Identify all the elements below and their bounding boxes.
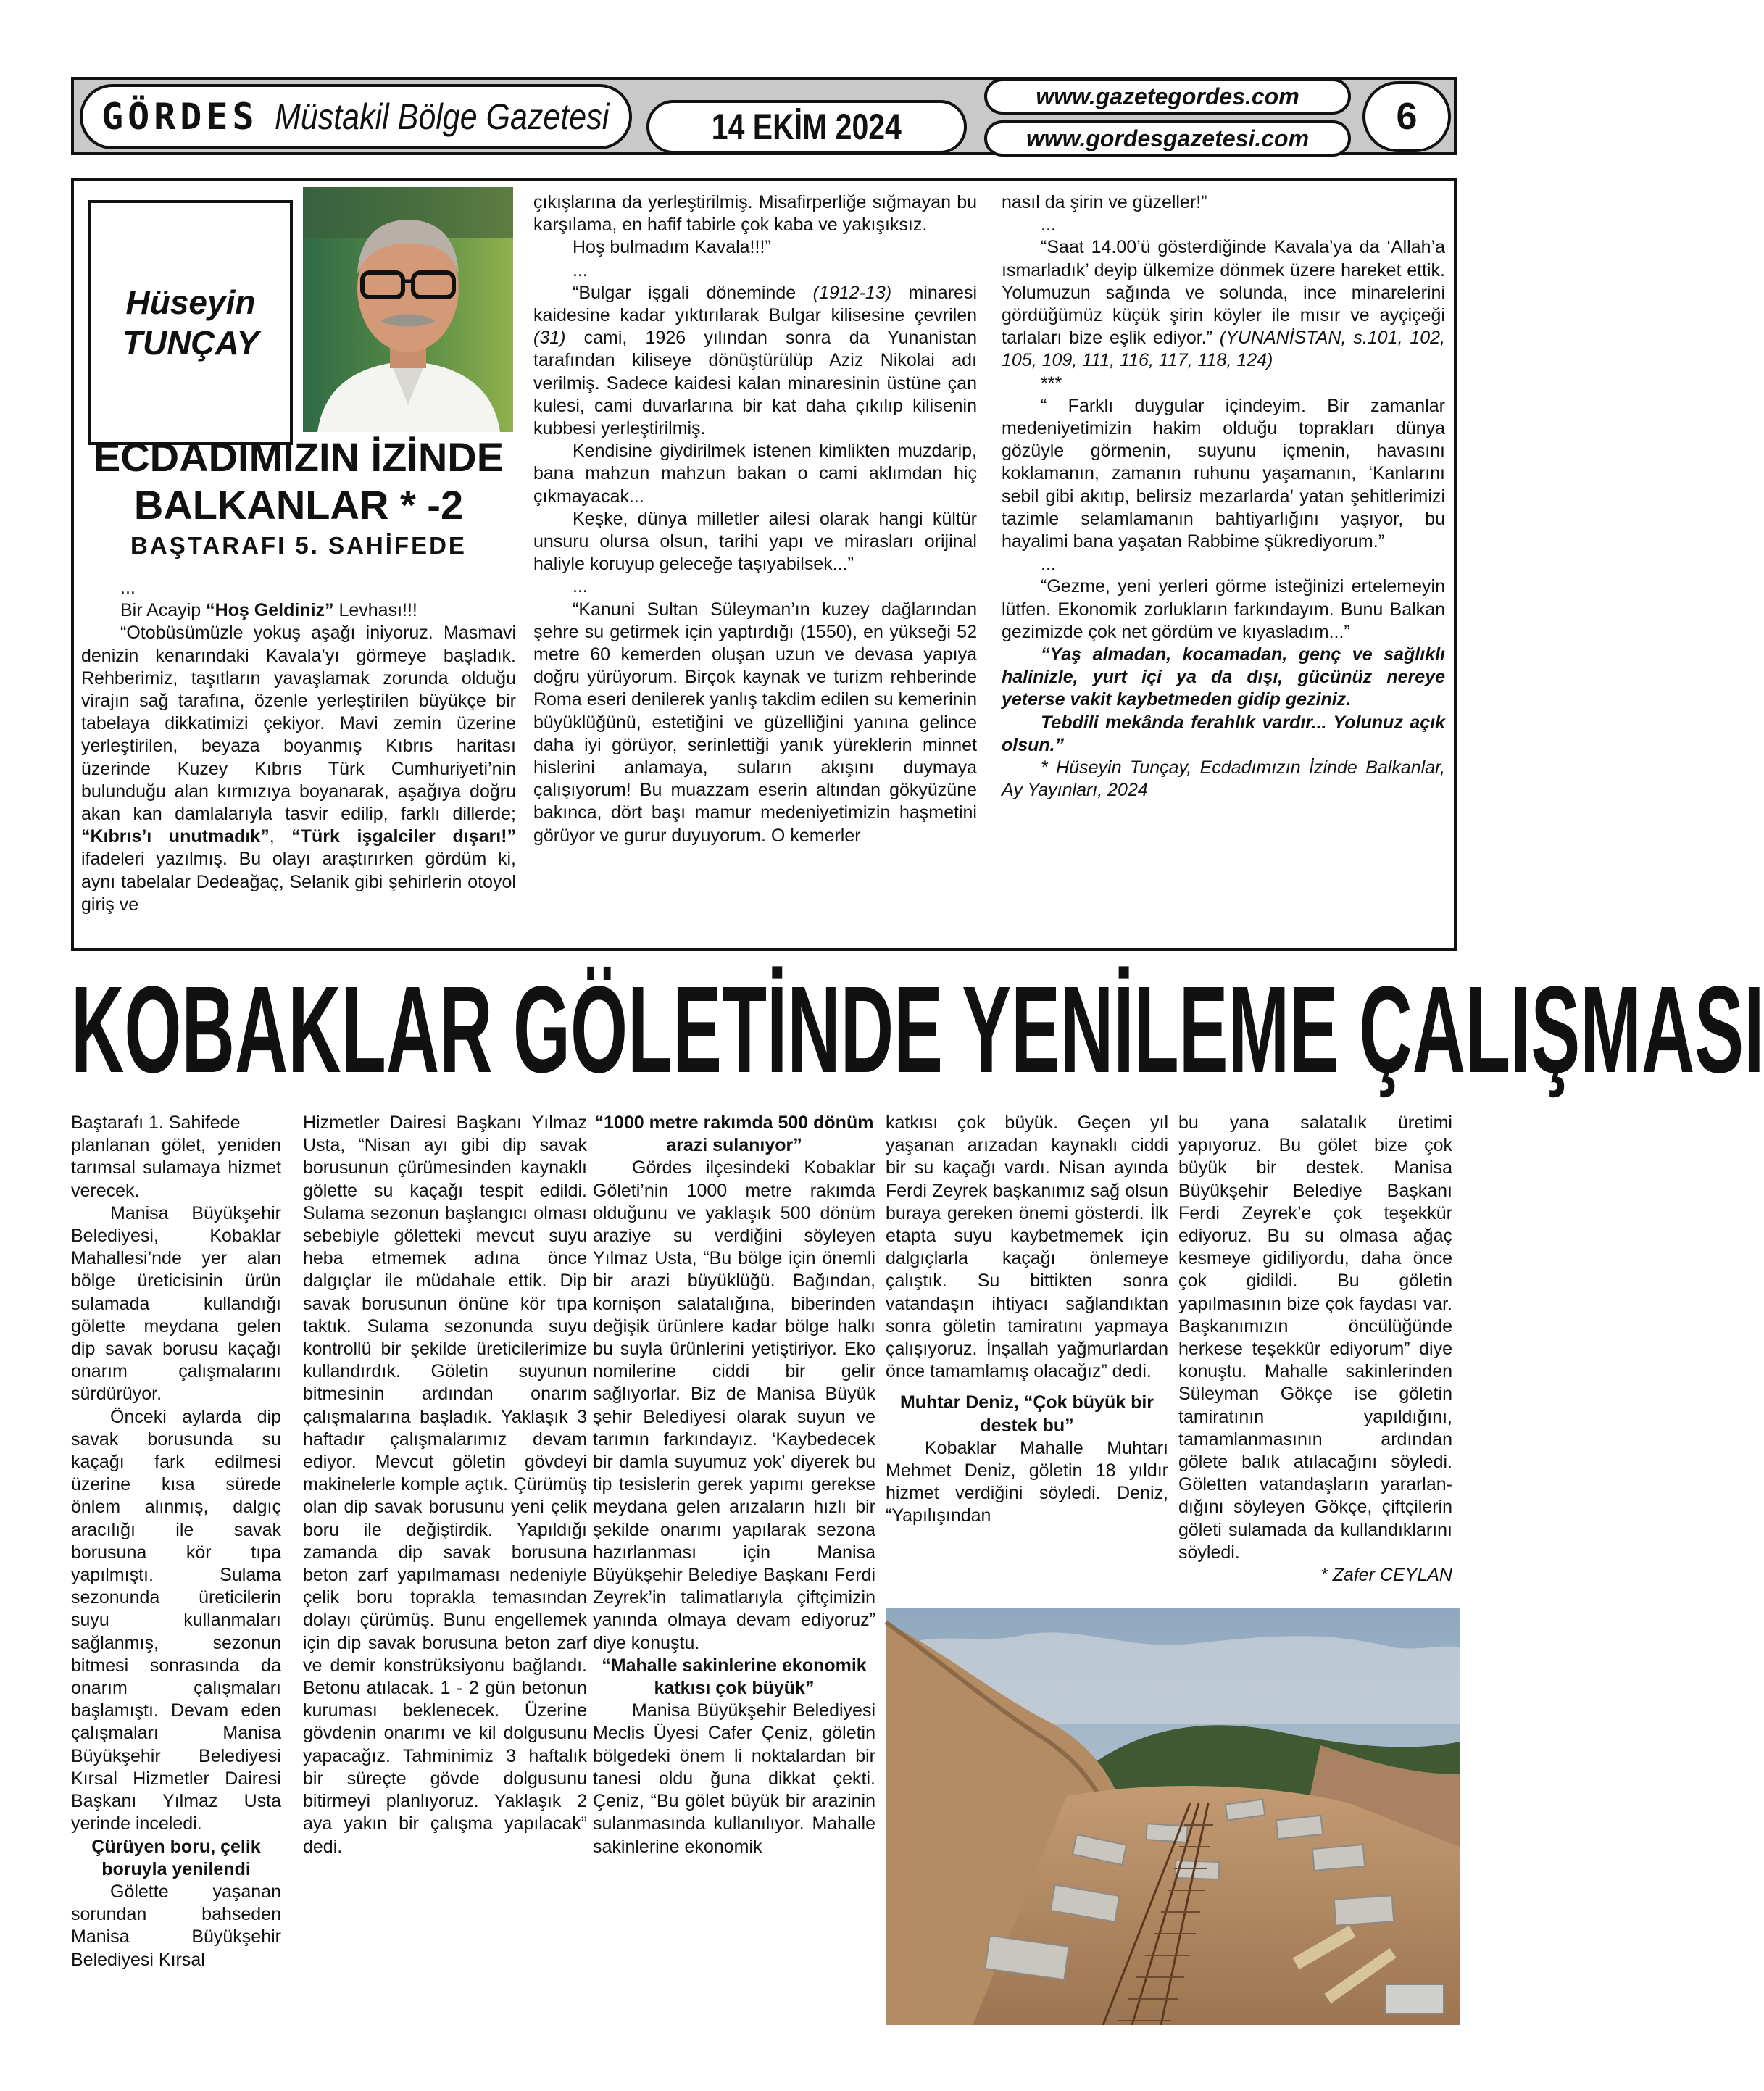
- construction-photo: [886, 1608, 1460, 2025]
- column-title-line2: BALKANLAR * -2: [133, 482, 464, 528]
- brand-subtitle: Müstakil Bölge Gazetesi: [274, 96, 609, 137]
- continued-from: BAŞTARAFI 5. SAHİFEDE: [130, 532, 467, 559]
- article-headline: KOBAKLAR GÖLETİNDE YENİLEME ÇALIŞMASI: [71, 961, 1764, 1099]
- text-ellipsis: ...: [120, 578, 136, 598]
- column-text-col2: [533, 191, 977, 847]
- paragraph: Gördes ilçesindeki Kobaklar Göleti’nin 1000 metre rakımda olduğunu ve yaklaşık 500 dönüm araziye su verdiğini söyleyen Yılmaz Usta, “Bu bölge için önemli bir arazi büyüklüğü. Bağından, kornişon salatalığına, biberinden değişik ürünlere kadar bölge halkı bu suyla ürünlerini yetiştiriyor. Eko nomilerine ciddi bir gelir sağlıyorlar. Biz de Manisa Büyük şehir Belediyesi olarak suyun ve tarımın farkındayız. ‘Kaybedecek bir damla suyumuz yok’ diyerek bu tip tesislerin gerek yapımı gerekse meydana gelen arızaların hızlı bir şekilde onarımı yapılarak sezona hazırlanması için Manisa Büyükşehir Belediye Başkanı Ferdi Zeyrek’in talimatlarıyla çiftçimizin yanında olmaya devam ediyoruz” diye konuştu.: [593, 1157, 875, 1653]
- article-col4: [886, 1112, 1168, 1528]
- paragraph: Manisa Büyükşehir Belediyesi Meclis Üyesi Cafer Çeniz, göletin bölgedeki önem li noktalardan bir tanesi oldu ğuna dikkat çekti. Çeniz, “Bu gölet büyük bir arazinin sulanmasında kullanılıyor. Mahalle sakinlerine ekonomik: [593, 1700, 875, 1857]
- subheading: “1000 metre rakımda 500 dönüm arazi sulanıyor”: [594, 1113, 874, 1156]
- paragraph: “Saat 14.00’ü gösterdiğinde Kavala’ya da ‘Allah’a ısmarladık’ deyip ülkemize dönmek üzere hareket ettik. Yolumuzun sağında ve solunda, ince minarelerini gördüğümüz küçük şirin köyler ile mısır ve ayçiçeği tarlaları bize eşlik ediyor.” (YUNANİSTAN, s.101, 102, 105, 109, 111, 116, 117, 118, 124): [1002, 237, 1445, 371]
- article-col3: [593, 1112, 875, 1858]
- paragraph: planlanan gölet, yeniden tarımsal sulamaya hizmet verecek.: [71, 1135, 281, 1201]
- paragraph: “Otobüsümüzle yokuş aşağı iniyoruz. Masmavi denizin kenarındaki Kavala’yı görmeye başladık. Rehberimiz, taşıtların yavaşlamak zorunda olduğu virajın sağ tarafına, özenle yerleştirilen büyükçe bir tabelaya dikkatimizi çekiyor. Mavi zemin üzerine yerleştirilen, beyaza boyanmış Kıbrıs haritası üzerinde Kuzey Kıbrıs Türk Cumhuriyeti’nin bulunduğu alan kırmızıya boyanarak, aşağıya doğru akan kan damlalarıyla tasvir edilip, farklı dillerde; “Kıbrıs’ı unutmadık”, “Türk işgalciler dışarı!” ifadeleri yazılmış. Bu olayı araştırırken gördüm ki, aynı tabelalar Dedeağaç, Selanik gibi şehirlerin otoyol giriş ve: [81, 623, 516, 915]
- text-ellipsis: ...: [1041, 554, 1056, 575]
- text-ellipsis: ...: [573, 259, 588, 280]
- article-col5: [1178, 1112, 1452, 1587]
- paragraph-emphasis: Tebdili mekânda ferahlık vardır... Yolunuz açık olsun.”: [1002, 712, 1445, 755]
- paragraph: “Gezme, yeni yerleri görme isteğinizi ertelemeyin lütfen. Ekonomik zorlukların farkındayım. Bunu Balkan gezimizde çok net gördüm ve kıyasladım...”: [1002, 576, 1445, 642]
- paragraph: Hizmetler Dairesi Başkanı Yılmaz Usta, “Nisan ayı gibi dip savak borusunun çürümesinden kaynaklı gölette su kaçağı tespit edildi. Sulama sezonun başlangıcı olması sebebiyle göletteki mevcut suyu heba etmemek adına önce dalgıçlar ile müdahale ettik. Dip savak borusunun önüne kör tıpa taktık. Sulama sezonunda suyu kontrollü bir şekilde üreticilerimize kullandırdık. Göletin suyunun bitmesinin ardından onarım çalışmalarına başladık. Yaklaşık 3 haftadır çalışmalarımız devam ediyor. Mevcut göletin gövdeyi makinelerle komple açtık. Çürümüş olan dip savak borusunu yeni çelik boru ile değiştirdik. Yapıldığı zamanda dip savak borusuna beton zarf yapılmaması nedeniyle çelik boru toprakla temasından dolayı çürümüş. Bunu engellemek için dip savak borusuna beton zarf ve demir konstrüksiyonu bağlandı. Betonu atılacak. 1 - 2 gün betonun kuruması beklenecek. Üzerine gövdenin onarımı ve kil dolgusunu yapacağız. Tahminimiz 3 haftalık bir süreçte gövde dolgusunu bitirmeyi planlıyoruz. Yaklaşık 2 aya yakın bir çalışma yapılacak” dedi.: [303, 1113, 587, 1857]
- text-ellipsis: ...: [573, 576, 588, 597]
- subheading: “Mahalle sakinlerine ekonomik katkısı çok büyük”: [602, 1655, 867, 1699]
- author-last-name: TUNÇAY: [122, 324, 259, 362]
- column-text-col3: [1002, 191, 1445, 802]
- column-text-col1: [81, 577, 516, 916]
- article-col2: [303, 1112, 587, 1858]
- paragraph: Gölette yaşanan sorundan bahseden Manisa Büyükşehir Belediyesi Kırsal: [71, 1881, 281, 1970]
- paragraph: çıkışlarına da yerleştirilmiş. Misafirperliğe sığmayan bu karşılama, en hafif tabirle çok kaba ve yakışıksız.: [533, 192, 977, 236]
- author-name-box: [88, 200, 293, 445]
- paragraph: Keşke, dünya milletler ailesi olarak hangi kültür unsuru olursa olsun, tarihi yapı ve mirasları orijinal haliyle koruyup geleceğe taşıyabilsek...”: [533, 508, 977, 575]
- column-title: [81, 433, 516, 529]
- paragraph: “Bulgar işgali döneminde (1912-13) minaresi kaidesine kadar yıktırılarak Bulgar kilisesine çevrilen (31) cami, 1926 yılından sonra da Yunanistan tarafından kiliseye dönüştürülüp Aziz Nikolai adı verilmiş. Sadece kaidesi kalan minaresinin üstüne çan kulesi, cami duvarlarına bir kat daha çıkılıp kilisenin kubbesi yerleştirilmiş.: [533, 282, 977, 439]
- paragraph: Kobaklar Mahalle Muhtarı Mehmet Deniz, göletin 18 yıldır hizmet verdiğini söyledi. Deniz, “Yapılışından: [886, 1437, 1168, 1526]
- masthead-brand: [80, 84, 632, 149]
- paragraph: bu yana salatalık üretimi yapıyoruz. Bu gölet bize çok büyük bir destek. Manisa Büyükşehir Belediye Başkanı Ferdi Zeyrek’e çok teşekkür ediyoruz. Bu su olmasa ağaç kesmeye gidiliyordu, daha önce çok gidildi. Bu göletin yapılmasının bize çok faydası var. Başkanımızın öncülüğünde herkese teşekkür ediyorum” diye konuştu. Mahalle sakinlerinden Süleyman Gökçe ise göletin tamiratının yapıldığını, tamamlanmasının ardından gölete balık atılacağını söyledi. Göletten vatandaşların yararlan-dığını söyleyen Gökçe, çiftçilerin göleti sulamada da kullandıklarını söyledi.: [1178, 1113, 1452, 1563]
- paragraph: Manisa Büyükşehir Belediyesi, Kobaklar Mahallesi’nde yer alan bölge üreticisinin ürün sulamada kullandığı gölette meydana gelen dip savak borusu kaçağı onarım çalışmalarını sürdürüyor.: [71, 1202, 281, 1405]
- paragraph: “ Farklı duygular içindeyim. Bir zamanlar medeniyetimizin hakim olduğu toprakları dünya gözüyle görmenin, suyunu içmenin, havasını koklamanın, zamanın ruhunu yaşamanın, ‘Kanlarını sebil gibi akıtıp, belirsiz mezarlarda’ yatan şehitlerimizi tazimle selamlamanın bahtiyarlığını yaşıyor, bu hayalimi bana yaşatan Rabbime şükrediyorum.”: [1002, 395, 1445, 552]
- author-photo: [303, 187, 513, 432]
- author-first-name: Hüseyin: [125, 283, 256, 321]
- paragraph: Kendisine giydirilmek istenen kimlikten muzdarip, bana mahzun mahzun bakan o cami aklımdan hiç çıkmayacak...: [533, 441, 977, 507]
- issue-date: 14 EKİM 2024: [646, 100, 967, 154]
- byline: * Zafer CEYLAN: [1320, 1565, 1452, 1586]
- continued-from: Baştarafı 1. Sahifede: [71, 1113, 241, 1133]
- text-ellipsis: ...: [1041, 215, 1056, 236]
- paragraph-emphasis: “Yaş almadan, kocamadan, genç ve sağlıklı halinizle, yurt içi ya da dışı, gücünüz nereye yeterse vakit kaybetmeden gidip geziniz.: [1002, 644, 1445, 710]
- paragraph: “Kanuni Sultan Süleyman’ın kuzey dağlarından şehre su getirmek için yaptırdığı (1550), en yükseği 52 metre 60 kemerden oluşan uzun ve devasa yapıya doğru yürüyorum. Birçok kaynak ve turizm rehberinde Roma eseri denilerek yanlış takdim edilen su kemerinin büyüklüğünü, estetiğini ve güzelliğini yanına gelince daha iyi görüyor, serinlettiği yanık yüreklerin minnet hislerini anlamaya, suların akışını duymaya çalışıyorum! Bu muazzam eserin altından gökyüzüne bakınca, dört başı mamur medeniyetimizin haşmetini görüyor ve gurur duyuyorum. O kemerler: [533, 599, 977, 846]
- paragraph: katkısı çok büyük. Geçen yıl yaşanan arızadan kaynaklı ciddi bir su kaçağı vardı. Nisan ayında Ferdi Zeyrek başkanımız sağ olsun buraya gereken önemi gösterdi. İlk etapta suyu kaybetmemek için dalgıçlarla kaçağı önlemeye çalıştık. Su bittikten sonra vatandaşın ihtiyacı sağlandıktan sonra göletin tamiratını yapmaya çalışıyoruz. İnşallah yağmurlardan önce tamamlamış olacağız” dedi.: [886, 1113, 1168, 1382]
- subheading: Çürüyen boru, çelik boruyla yenilendi: [91, 1836, 261, 1879]
- column-title-line1: ECDADIMIZIN İZİNDE: [93, 434, 504, 480]
- page-number: 6: [1362, 81, 1451, 152]
- paragraph: nasıl da şirin ve güzeller!”: [1002, 192, 1207, 212]
- website-link-2[interactable]: www.gordesgazetesi.com: [984, 120, 1351, 157]
- paragraph: Önceki aylarda dip savak borusunda su kaçağı fark edilmesi üzerine kısa sürede önlem alınmış, dalgıç aracılığı ile savak borusuna kör tıpa yapılmıştı. Sulama sezonunda üreticilerin suyu kullanmaları sağlanmış, sezonun bitmesi sonrasında da onarım çalışmaları başlamıştı. Devam eden çalışmaları Manisa Büyükşehir Belediyesi Kırsal Hizmetler Dairesi Başkanı Yılmaz Usta yerinde inceledi.: [71, 1406, 281, 1834]
- text-separator: ***: [1041, 373, 1062, 394]
- source-citation: * Hüseyin Tunçay, Ecdadımızın İzinde Balkanlar, Ay Yayınları, 2024: [1002, 757, 1445, 801]
- paragraph: Hoş bulmadım Kavala!!!”: [573, 237, 771, 258]
- article-col1: [71, 1112, 281, 1971]
- brand-name: GÖRDES: [101, 96, 259, 138]
- paragraph: Bir Acayip “Hoş Geldiniz” Levhası!!!: [120, 600, 417, 621]
- subheading: Muhtar Deniz, “Çok büyük bir destek bu”: [899, 1392, 1154, 1436]
- website-link-1[interactable]: www.gazetegordes.com: [984, 78, 1351, 115]
